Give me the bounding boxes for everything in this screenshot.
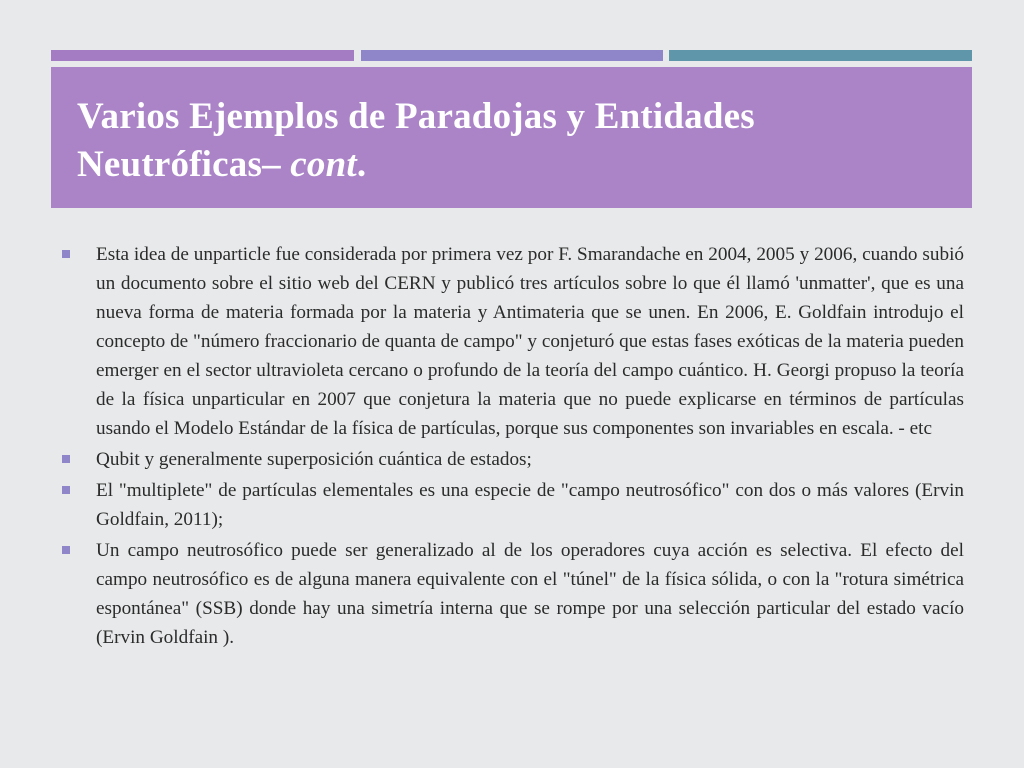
accent-bar-teal bbox=[669, 50, 972, 61]
slide-title-end: . bbox=[356, 144, 367, 185]
slide-body bbox=[60, 240, 964, 654]
bullet-text: El "multiplete" de partículas elementales es una especie de "campo neutrosófico" con dos o más valores (Ervin Goldfain, 2011); bbox=[96, 480, 964, 530]
square-bullet-icon bbox=[62, 486, 70, 494]
accent-bar-lavender bbox=[361, 50, 663, 61]
bullet-text: Un campo neutrosófico puede ser generalizado al de los operadores cuya acción es selectiva. El efecto del campo neutrosófico es de alguna manera equivalente con el "túnel" de la física sólida, o con la "rotura simétrica espontánea" (SSB) donde hay una simetría interna que se rompe por una selección particular del estado vacío (Ervin Goldfain ). bbox=[96, 540, 964, 648]
accent-bar-purple bbox=[51, 50, 354, 61]
bullet-item bbox=[60, 240, 964, 443]
slide-title bbox=[77, 93, 948, 189]
slide-title-main: Varios Ejemplos de Paradojas y Entidades Neutróficas– bbox=[77, 96, 755, 185]
bullet-item bbox=[60, 445, 964, 474]
square-bullet-icon bbox=[62, 250, 70, 258]
square-bullet-icon bbox=[62, 455, 70, 463]
square-bullet-icon bbox=[62, 546, 70, 554]
bullet-text: Esta idea de unparticle fue considerada por primera vez por F. Smarandache en 2004, 2005 y 2006, cuando subió un documento sobre el sitio web del CERN y publicó tres artículos sobre lo que él llamó 'unmatter', que es una nueva forma de materia formada por la materia y Antimateria que se unen. En 2006, E. Goldfain introdujo el concepto de "número fraccionario de quanta de campo" y conjeturó que estas fases exóticas de la materia pueden emerger en el sector ultravioleta cercano o profundo de la teoría del campo cuántico. H. Georgi propuso la teoría de la física unparticular en 2007 que conjetura la materia que no puede explicarse en términos de partículas usando el Modelo Estándar de la física de partículas, porque sus componentes son invariables en escala. - etc bbox=[96, 244, 964, 439]
bullet-list bbox=[60, 240, 964, 652]
bullet-text: Qubit y generalmente superposición cuántica de estados; bbox=[96, 449, 532, 470]
bullet-item bbox=[60, 476, 964, 534]
title-box bbox=[51, 67, 972, 208]
bullet-item bbox=[60, 536, 964, 652]
slide-title-italic: cont bbox=[290, 144, 357, 185]
